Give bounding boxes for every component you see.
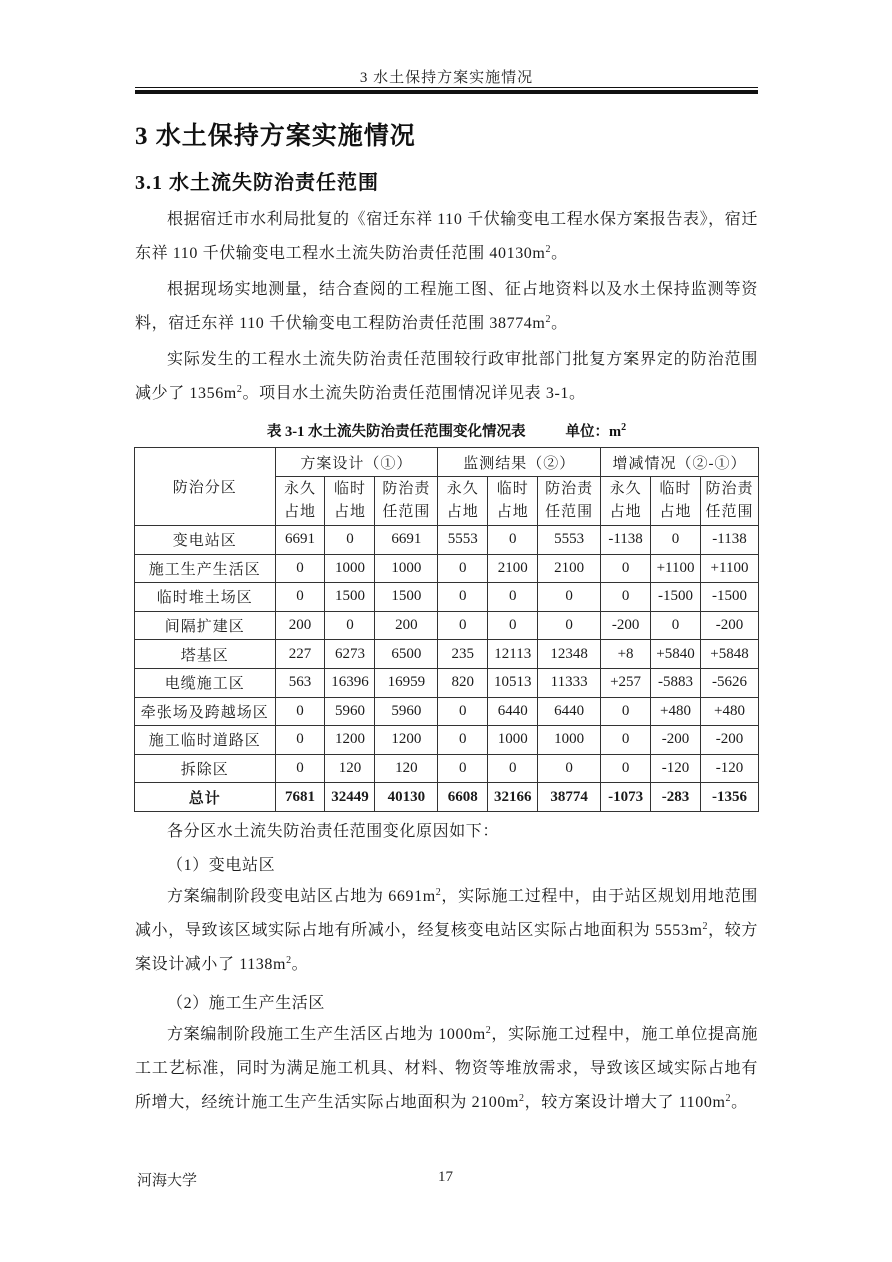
value-cell: 0 (275, 726, 325, 755)
value-cell: 6691 (275, 526, 325, 555)
value-cell: 5960 (325, 697, 375, 726)
sub-header-line: 临时 (496, 481, 529, 497)
zone-cell: 施工临时道路区 (135, 726, 276, 755)
sub-header (438, 477, 488, 526)
value-cell: 0 (538, 754, 601, 783)
sub-header-line: 占地 (496, 504, 529, 520)
sub-header-line: 临时 (333, 481, 366, 497)
value-cell: +257 (601, 668, 651, 697)
sub-header (701, 477, 759, 526)
sub-header-line: 永久 (284, 481, 317, 497)
table-caption-title: 表 3-1 水土流失防治责任范围变化情况表 (266, 424, 526, 440)
zone-cell: 塔基区 (135, 640, 276, 669)
value-cell: 0 (488, 754, 538, 783)
paragraph-text: ，实际施工过程中，由于站区规划用地范围减小，导致该区域实际占地有所减小，经复核变电站区实际占地面积为 5553m (135, 888, 758, 939)
value-cell: 12348 (538, 640, 601, 669)
value-cell: 1000 (488, 726, 538, 755)
sub-header (275, 477, 325, 526)
value-cell: 1200 (375, 726, 438, 755)
value-cell: 820 (438, 668, 488, 697)
value-cell: 1500 (325, 583, 375, 612)
value-cell: 0 (275, 554, 325, 583)
value-cell: +1100 (701, 554, 759, 583)
value-cell: 200 (375, 611, 438, 640)
paragraph-approved-scope (135, 203, 758, 271)
value-cell: 0 (488, 526, 538, 555)
sub-header (325, 477, 375, 526)
sub-header-line: 占地 (659, 504, 692, 520)
value-cell: 0 (438, 554, 488, 583)
zone-cell: 临时堆土场区 (135, 583, 276, 612)
value-cell: -200 (651, 726, 701, 755)
value-cell: 1000 (325, 554, 375, 583)
value-cell: 0 (601, 583, 651, 612)
subsection-title: 3.1 水土流失防治责任范围 (135, 172, 379, 194)
table-row (135, 526, 759, 555)
table-row (135, 726, 759, 755)
paragraph-text: 方案编制阶段施工生产生活区占地为 1000m (167, 1026, 486, 1043)
paragraph-measured-scope (135, 273, 758, 341)
value-cell: 6440 (538, 697, 601, 726)
value-cell: -1138 (601, 526, 651, 555)
responsibility-scope-table (134, 447, 759, 812)
reasons-intro: 各分区水土流失防治责任范围变化原因如下： (167, 823, 500, 840)
value-cell: -5626 (701, 668, 759, 697)
paragraph-text: 根据宿迁市水利局批复的《宿迁东祥 110 千伏输变电工程水保方案报告表》，宿迁东祥 110 千伏输变电工程水土流失防治责任范围 40130m (135, 211, 758, 262)
table-caption (135, 420, 758, 441)
value-cell: 0 (438, 754, 488, 783)
value-cell: 16959 (375, 668, 438, 697)
value-cell: 0 (275, 697, 325, 726)
table-row (135, 668, 759, 697)
paragraph-text: 。 (291, 956, 309, 973)
value-cell: 235 (438, 640, 488, 669)
value-cell: 0 (438, 611, 488, 640)
sub-header-line: 任范围 (705, 504, 754, 520)
running-header: 3 水土保持方案实施情况 (359, 70, 534, 86)
reason-2-title: （2）施工生产生活区 (167, 995, 326, 1012)
zone-cell: 拆除区 (135, 754, 276, 783)
value-cell: 0 (488, 583, 538, 612)
paragraph-text: 根据现场实地测量，结合查阅的工程施工图、征占地资料以及水土保持监测等资料，宿迁东祥 110 千伏输变电工程防治责任范围 38774m (135, 281, 758, 332)
superscript: 2 (286, 955, 292, 966)
value-cell: +480 (701, 697, 759, 726)
value-cell: -120 (651, 754, 701, 783)
reason-1-text (135, 880, 758, 982)
value-cell: 0 (438, 726, 488, 755)
total-row (135, 783, 759, 812)
table-row (135, 754, 759, 783)
value-cell: 1000 (538, 726, 601, 755)
value-cell: 0 (488, 611, 538, 640)
value-cell: 0 (275, 754, 325, 783)
value-cell: 6500 (375, 640, 438, 669)
group-header-plan: 方案设计（①） (275, 448, 438, 477)
superscript: 2 (236, 384, 243, 395)
value-cell: 32166 (488, 783, 538, 812)
value-cell: 1500 (375, 583, 438, 612)
value-cell: 0 (325, 526, 375, 555)
footer-institution: 河海大学 (137, 1173, 198, 1189)
value-cell: +480 (651, 697, 701, 726)
zone-cell: 总计 (135, 783, 276, 812)
sub-header (538, 477, 601, 526)
paragraph-text: ，较方案设计减小了 1138m (135, 922, 758, 973)
value-cell: 0 (601, 754, 651, 783)
value-cell: -1356 (701, 783, 759, 812)
value-cell: 0 (275, 583, 325, 612)
value-cell: 0 (601, 726, 651, 755)
reason-2-text (135, 1018, 758, 1120)
value-cell: 1000 (375, 554, 438, 583)
sub-header-line: 占地 (284, 504, 317, 520)
value-cell: 1200 (325, 726, 375, 755)
superscript: 2 (702, 921, 709, 932)
sub-header-line: 任范围 (382, 504, 431, 520)
value-cell: 0 (438, 583, 488, 612)
value-cell: -1500 (651, 583, 701, 612)
sub-header (601, 477, 651, 526)
table-row (135, 583, 759, 612)
sub-header-line: 占地 (446, 504, 479, 520)
value-cell: -1500 (701, 583, 759, 612)
sub-header-line: 永久 (609, 481, 642, 497)
table-row (135, 697, 759, 726)
sub-header-line: 永久 (446, 481, 479, 497)
superscript: 2 (519, 1093, 525, 1104)
value-cell: 563 (275, 668, 325, 697)
value-cell: 120 (325, 754, 375, 783)
value-cell: -120 (701, 754, 759, 783)
value-cell: 7681 (275, 783, 325, 812)
value-cell: -283 (651, 783, 701, 812)
value-cell: 40130 (375, 783, 438, 812)
paragraph-text: ，实际施工过程中，施工单位提高施工工艺标准，同时为满足施工机具、材料、物资等堆放需求，导致该区域实际占地有所增大，经统计施工生产生活实际占地面积为 2100m (135, 1026, 758, 1111)
group-header-monitoring: 监测结果（②） (438, 448, 601, 477)
value-cell: +1100 (651, 554, 701, 583)
header-rule-thick (135, 90, 758, 94)
zone-cell: 牵张场及跨越场区 (135, 697, 276, 726)
sub-header (488, 477, 538, 526)
value-cell: +5840 (651, 640, 701, 669)
value-cell: 0 (438, 697, 488, 726)
header-rule-thin (135, 87, 758, 88)
table-row (135, 611, 759, 640)
sub-header-line: 防治责 (705, 481, 754, 497)
value-cell: 0 (651, 526, 701, 555)
paragraph-scope-reduction (135, 343, 758, 411)
sub-header-line: 防治责 (382, 481, 431, 497)
value-cell: -1073 (601, 783, 651, 812)
value-cell: 227 (275, 640, 325, 669)
reason-1-title: （1）变电站区 (167, 857, 276, 874)
value-cell: 38774 (538, 783, 601, 812)
value-cell: -200 (701, 726, 759, 755)
paragraph-text: 。项目水土流失防治责任范围情况详见表 3-1。 (242, 385, 586, 402)
value-cell: 6440 (488, 697, 538, 726)
paragraph-text: 实际发生的工程水土流失防治责任范围较行政审批部门批复方案界定的防治范围减少了 1356m (135, 351, 758, 402)
value-cell: 11333 (538, 668, 601, 697)
superscript: 2 (725, 1093, 732, 1104)
sub-header-line: 占地 (609, 504, 642, 520)
superscript: 2 (545, 314, 552, 325)
sub-header-line: 防治责 (545, 481, 594, 497)
table-caption-unit: 单位：m (565, 424, 622, 440)
value-cell: -1138 (701, 526, 759, 555)
value-cell: -200 (701, 611, 759, 640)
sub-header (375, 477, 438, 526)
value-cell: 32449 (325, 783, 375, 812)
value-cell: 120 (375, 754, 438, 783)
value-cell: 0 (538, 583, 601, 612)
superscript: 2 (621, 422, 627, 433)
zone-cell: 电缆施工区 (135, 668, 276, 697)
value-cell: 0 (601, 697, 651, 726)
table-row (135, 640, 759, 669)
value-cell: 2100 (538, 554, 601, 583)
value-cell: 10513 (488, 668, 538, 697)
section-title: 3 水土保持方案实施情况 (135, 123, 416, 150)
value-cell: 6273 (325, 640, 375, 669)
value-cell: 6691 (375, 526, 438, 555)
superscript: 2 (485, 1025, 492, 1036)
value-cell: 5960 (375, 697, 438, 726)
sub-header (651, 477, 701, 526)
value-cell: 16396 (325, 668, 375, 697)
sub-header-line: 占地 (333, 504, 366, 520)
value-cell: 5553 (438, 526, 488, 555)
zone-cell: 变电站区 (135, 526, 276, 555)
value-cell: 0 (601, 554, 651, 583)
paragraph-text: ，较方案设计增大了 1100m (524, 1094, 726, 1111)
value-cell: -200 (601, 611, 651, 640)
value-cell: 0 (651, 611, 701, 640)
paragraph-text: 。 (731, 1094, 748, 1111)
value-cell: 2100 (488, 554, 538, 583)
group-header-change: 增减情况（②-①） (601, 448, 759, 477)
superscript: 2 (435, 887, 442, 898)
table-row (135, 554, 759, 583)
value-cell: 12113 (488, 640, 538, 669)
paragraph-text: 方案编制阶段变电站区占地为 6691m (167, 888, 436, 905)
zone-cell: 施工生产生活区 (135, 554, 276, 583)
paragraph-text: 。 (551, 245, 568, 262)
value-cell: 0 (538, 611, 601, 640)
sub-header-line: 任范围 (545, 504, 594, 520)
value-cell: 200 (275, 611, 325, 640)
paragraph-text: 。 (551, 315, 568, 332)
sub-header-line: 临时 (659, 481, 692, 497)
value-cell: +5848 (701, 640, 759, 669)
value-cell: 6608 (438, 783, 488, 812)
page-number: 17 (438, 1169, 453, 1185)
value-cell: +8 (601, 640, 651, 669)
zone-cell: 间隔扩建区 (135, 611, 276, 640)
value-cell: 0 (325, 611, 375, 640)
value-cell: -5883 (651, 668, 701, 697)
value-cell: 5553 (538, 526, 601, 555)
superscript: 2 (545, 244, 552, 255)
zone-column-header: 防治分区 (135, 448, 276, 526)
